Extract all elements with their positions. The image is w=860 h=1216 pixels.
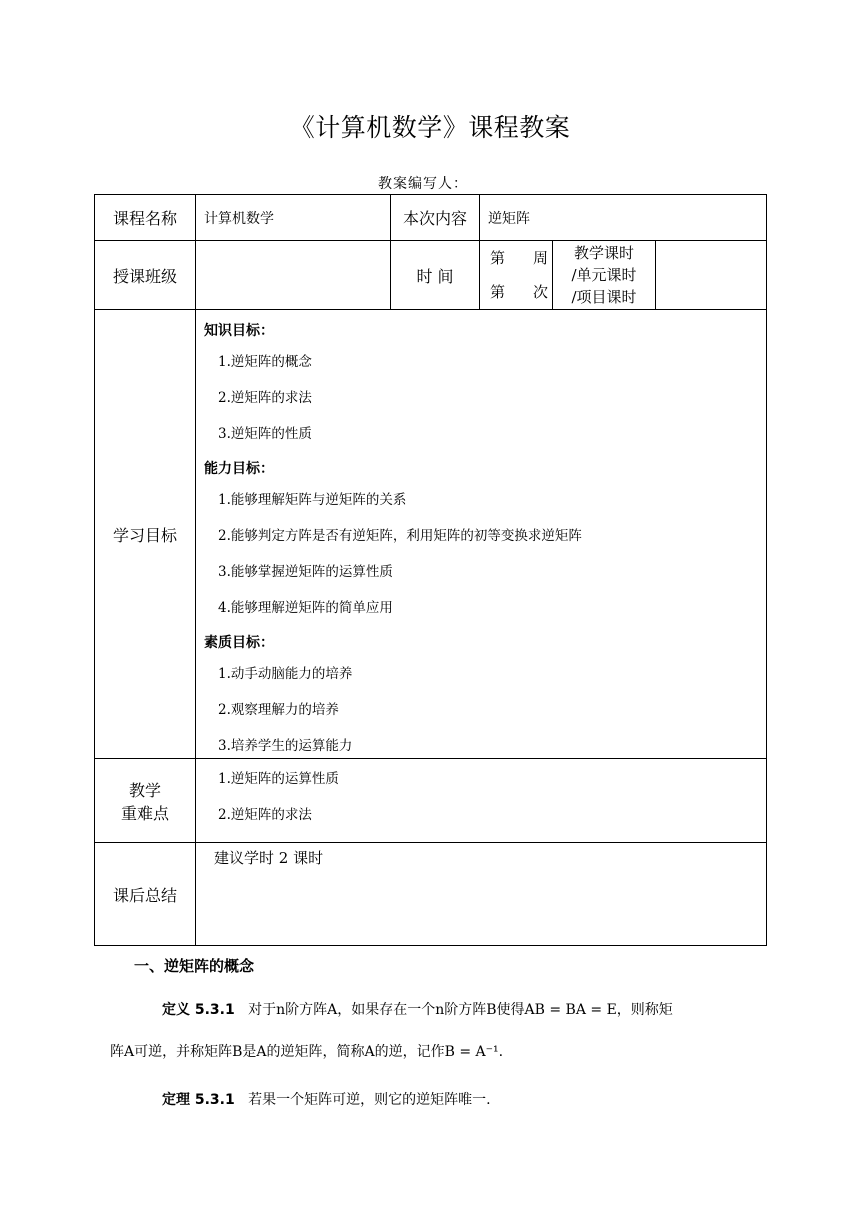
key-points-label-line2: 重难点	[120, 803, 169, 823]
key-point-item: 2.逆矩阵的求法	[218, 807, 312, 823]
week-session-cell	[480, 241, 553, 310]
key-points-label-line1: 教学	[128, 780, 161, 800]
key-points-label	[95, 759, 196, 843]
knowledge-item: 1.逆矩阵的概念	[218, 354, 312, 370]
quality-item: 2.观察理解力的培养	[218, 702, 339, 718]
week-prefix: 第	[490, 249, 506, 267]
ability-item: 3.能够掌握逆矩阵的运算性质	[218, 564, 393, 580]
content-value: 逆矩阵	[480, 195, 767, 241]
ability-goals-heading: 能力目标：	[204, 461, 274, 477]
hours-value-cell	[656, 241, 767, 310]
definition-paragraph	[110, 1000, 750, 1020]
definition-tag: 定义 5.3.1	[162, 1002, 235, 1018]
hours-label-cell	[553, 241, 656, 310]
ability-item: 2.能够判定方阵是否有逆矩阵，利用矩阵的初等变换求逆矩阵	[218, 528, 582, 544]
section-heading: 一、逆矩阵的概念	[134, 957, 255, 975]
week-suffix: 周	[533, 249, 549, 267]
quality-item: 3.培养学生的运算能力	[218, 738, 353, 754]
course-name-label: 课程名称	[95, 195, 196, 241]
theorem-paragraph	[110, 1090, 750, 1110]
hours-line-3: /项目课时	[571, 288, 637, 306]
goals-label: 学习目标	[95, 310, 196, 759]
hours-line-2: /单元课时	[571, 266, 637, 284]
key-points-content	[196, 759, 767, 843]
summary-value: 建议学时 2 课时	[214, 849, 324, 867]
content-label: 本次内容	[391, 195, 480, 241]
knowledge-item: 2.逆矩阵的求法	[218, 390, 312, 406]
definition-continuation	[110, 1042, 750, 1062]
quality-item: 1.动手动脑能力的培养	[218, 666, 353, 682]
ability-item: 1.能够理解矩阵与逆矩阵的关系	[218, 492, 407, 508]
document-title: 《计算机数学》课程教案	[289, 113, 571, 142]
class-value	[196, 241, 391, 310]
theorem-tag: 定理 5.3.1	[162, 1092, 235, 1108]
hours-line-1: 教学课时	[573, 244, 634, 262]
author-label: 教案编写人：	[378, 176, 468, 192]
definition-line-1: 对于n阶方阵A，如果存在一个n阶方阵B使得AB = BA = E，则称矩	[248, 1002, 673, 1018]
time-label: 时 间	[391, 241, 480, 310]
lesson-plan-table	[94, 194, 767, 946]
key-point-item: 1.逆矩阵的运算性质	[218, 771, 339, 787]
knowledge-goals-heading: 知识目标：	[204, 323, 274, 339]
session-suffix: 次	[533, 283, 549, 301]
summary-content	[196, 843, 767, 946]
ability-item: 4.能够理解逆矩阵的简单应用	[218, 600, 393, 616]
theorem-text: 若果一个矩阵可逆，则它的逆矩阵唯一.	[248, 1092, 491, 1108]
goals-content	[196, 310, 767, 759]
session-prefix: 第	[490, 283, 506, 301]
knowledge-item: 3.逆矩阵的性质	[218, 426, 312, 442]
class-label: 授课班级	[95, 241, 196, 310]
definition-line-2: 阵A可逆，并称矩阵B是A的逆矩阵，简称A的逆，记作B = A⁻¹.	[110, 1044, 504, 1060]
quality-goals-heading: 素质目标：	[204, 635, 274, 651]
summary-label: 课后总结	[95, 843, 196, 946]
course-name-value: 计算机数学	[196, 195, 391, 241]
